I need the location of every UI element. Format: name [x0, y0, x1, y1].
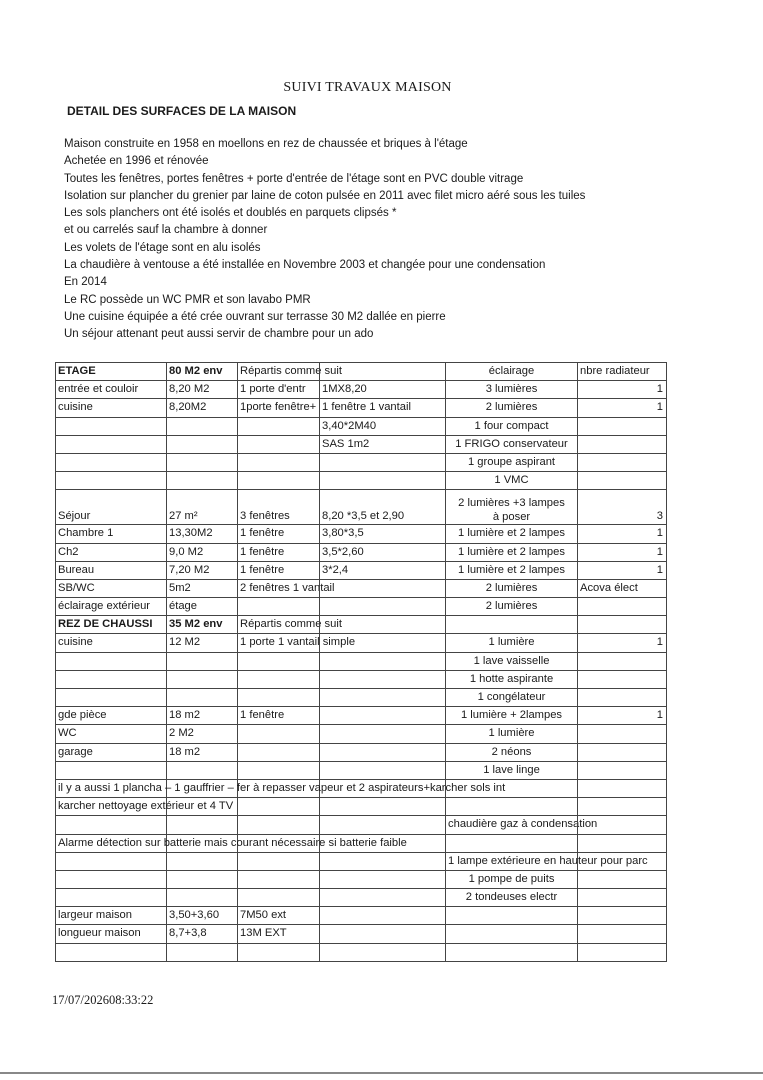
- table-cell: 2 M2: [166, 725, 237, 742]
- table-row: [55, 889, 667, 907]
- table-cell: [237, 871, 319, 888]
- table-cell: éclairage extérieur: [55, 598, 166, 615]
- table-cell: [237, 598, 319, 615]
- table-cell: [577, 436, 667, 453]
- table-cell: [577, 889, 667, 906]
- table-cell: [237, 653, 319, 670]
- table-cell: [319, 653, 445, 670]
- table-cell: 1 fenêtre 1 vantail: [319, 399, 445, 416]
- table-row: [55, 418, 667, 436]
- intro-paragraph: [64, 136, 684, 344]
- intro-line: En 2014: [64, 276, 107, 289]
- table-cell: [237, 454, 319, 471]
- table-cell: [577, 835, 667, 852]
- table-cell: 9,0 M2: [166, 544, 237, 561]
- table-cell: garage: [55, 744, 166, 761]
- table-row: [55, 634, 667, 652]
- table-cell: 1 pompe de puits: [445, 871, 577, 888]
- table-cell: [577, 853, 667, 870]
- table-cell: [319, 816, 445, 833]
- table-cell: Ch2: [55, 544, 166, 561]
- table-cell: 1 lave linge: [445, 762, 577, 779]
- table-cell: [166, 853, 237, 870]
- table-cell: cuisine: [55, 634, 166, 651]
- intro-line: Achetée en 1996 et rénovée: [64, 155, 209, 168]
- table-cell: [55, 816, 166, 833]
- table-cell: 3*2,4: [319, 562, 445, 579]
- intro-line: Maison construite en 1958 en moellons en rez de chaussée et briques à l'étage: [64, 138, 468, 150]
- table-cell: 1: [577, 634, 667, 651]
- table-cell: 13,30M2: [166, 525, 237, 542]
- table-row: [55, 490, 667, 525]
- table-cell: [319, 454, 445, 471]
- table-cell: 1 lumière et 2 lampes: [445, 525, 577, 542]
- table-cell: chaudière gaz à condensation: [445, 816, 577, 833]
- table-cell: [237, 472, 319, 489]
- table-cell: [55, 472, 166, 489]
- table-cell: [166, 944, 237, 961]
- table-cell: Répartis comme suit: [237, 616, 319, 633]
- table-cell: [237, 816, 319, 833]
- table-cell: 27 m²: [166, 490, 237, 524]
- table-cell: [445, 490, 577, 524]
- table-cell: [319, 853, 445, 870]
- table-cell: [237, 944, 319, 961]
- table-cell: 1 congélateur: [445, 689, 577, 706]
- table-cell: [55, 871, 166, 888]
- intro-line: Une cuisine équipée a été crée ouvrant sur terrasse 30 M2 dallée en pierre: [64, 310, 446, 323]
- table-cell: 1 lumière: [445, 634, 577, 651]
- table-cell: [319, 580, 445, 597]
- table-cell: 1 porte 1 vantail simple: [237, 634, 319, 651]
- table-row: [55, 871, 667, 889]
- table-cell: 3,50+3,60: [166, 907, 237, 924]
- section-heading: DETAIL DES SURFACES DE LA MAISON: [67, 104, 297, 118]
- table-cell: [319, 689, 445, 706]
- table-cell: 1 four compact: [445, 418, 577, 435]
- table-cell: [445, 907, 577, 924]
- table-cell: 8,20 *3,5 et 2,90: [319, 490, 445, 524]
- table-cell: [319, 616, 445, 633]
- table-cell: [55, 671, 166, 688]
- table-row: [55, 944, 667, 962]
- table-cell: SB/WC: [55, 580, 166, 597]
- table-row: [55, 853, 667, 871]
- table-cell: [166, 871, 237, 888]
- table-row: [55, 525, 667, 543]
- table-cell: [55, 418, 166, 435]
- table-cell: 7,20 M2: [166, 562, 237, 579]
- table-cell: [319, 707, 445, 724]
- table-cell: 3 fenêtres: [237, 490, 319, 524]
- table-row: [55, 616, 667, 634]
- table-row: [55, 725, 667, 743]
- table-cell: 1 fenêtre: [237, 525, 319, 542]
- table-cell: [319, 671, 445, 688]
- table-cell: [319, 925, 445, 942]
- table-cell: [319, 598, 445, 615]
- table-cell: 1 lumière et 2 lampes: [445, 562, 577, 579]
- table-cell: [319, 907, 445, 924]
- table-cell: [237, 744, 319, 761]
- table-cell: 2 tondeuses electr: [445, 889, 577, 906]
- table-cell: 2 lumières: [445, 580, 577, 597]
- table-row: [55, 653, 667, 671]
- table-cell: 1 lave vaisselle: [445, 653, 577, 670]
- table-cell: [577, 780, 667, 797]
- table-cell: Acova élect: [577, 580, 667, 597]
- table-row: [55, 436, 667, 454]
- table-cell: [445, 925, 577, 942]
- table-cell: [319, 871, 445, 888]
- table-cell: [577, 689, 667, 706]
- table-cell: 18 m2: [166, 707, 237, 724]
- table-note: il y a aussi 1 plancha – 1 gauffrier – fer à repasser vapeur et 2 aspirateurs+karcher sols int: [58, 781, 506, 794]
- table-cell: 35 M2 env: [166, 616, 237, 633]
- table-cell: longueur maison: [55, 925, 166, 942]
- intro-line: Isolation sur plancher du grenier par laine de coton pulsée en 2011 avec filet micro aéré sous les tuiles: [64, 189, 586, 202]
- table-cell: 1: [577, 525, 667, 542]
- table-cell: [55, 853, 166, 870]
- cell-line: 2 lumières +3 lampes: [458, 497, 565, 510]
- table-cell: 8,20 M2: [166, 381, 237, 398]
- table-cell: [319, 798, 445, 815]
- table-cell: Séjour: [55, 490, 166, 524]
- table-cell: éclairage: [445, 363, 577, 380]
- table-row: [55, 399, 667, 417]
- table-cell: étage: [166, 598, 237, 615]
- table-cell: 3,80*3,5: [319, 525, 445, 542]
- table-row: [55, 362, 667, 381]
- print-timestamp: 17/07/202608:33:22: [52, 993, 154, 1007]
- table-cell: [55, 835, 407, 852]
- table-row: [55, 762, 667, 780]
- table-cell: [445, 798, 577, 815]
- table-cell: [577, 744, 667, 761]
- table-cell: 80 M2 env: [166, 363, 237, 380]
- table-cell: 3 lumières: [445, 381, 577, 398]
- table-cell: SAS 1m2: [319, 436, 445, 453]
- table-cell: 1 fenêtre: [237, 544, 319, 561]
- table-cell: [237, 671, 319, 688]
- table-cell: 1 VMC: [445, 472, 577, 489]
- table-cell: [577, 598, 667, 615]
- table-cell: [237, 798, 319, 815]
- table-cell: WC: [55, 725, 166, 742]
- table-cell: [55, 454, 166, 471]
- table-cell: 1 lumière + 2lampes: [445, 707, 577, 724]
- table-cell: [319, 472, 445, 489]
- table-cell: [166, 418, 237, 435]
- table-note: Alarme détection sur batterie mais courant nécessaire si batterie faible: [58, 836, 407, 849]
- table-cell: [166, 454, 237, 471]
- table-cell: 1 porte d'entr: [237, 381, 319, 398]
- table-cell: gde pièce: [55, 707, 166, 724]
- table-cell: [166, 816, 237, 833]
- table-cell: [319, 744, 445, 761]
- table-cell: [237, 418, 319, 435]
- intro-line: La chaudière à ventouse a été installée en Novembre 2003 et changée pour une condensation: [64, 259, 546, 272]
- table-row: [55, 707, 667, 725]
- intro-line: Les volets de l'étage sont en alu isolés: [64, 241, 261, 254]
- table-cell: 1 fenêtre: [237, 707, 319, 724]
- table-cell: 2 néons: [445, 744, 577, 761]
- table-cell: [55, 653, 166, 670]
- table-cell: [166, 653, 237, 670]
- table-cell: 1: [577, 562, 667, 579]
- table-cell: 5m2: [166, 580, 237, 597]
- table-cell: [577, 725, 667, 742]
- table-cell: 1 hotte aspirante: [445, 671, 577, 688]
- table-cell: [166, 762, 237, 779]
- table-cell: 1 FRIGO conservateur: [445, 436, 577, 453]
- table-row: [55, 780, 667, 798]
- table-cell: entrée et couloir: [55, 381, 166, 398]
- table-cell: [319, 634, 445, 651]
- table-cell: [166, 889, 237, 906]
- table-cell: 13M EXT: [237, 925, 319, 942]
- table-cell: 2 lumières: [445, 598, 577, 615]
- surfaces-table: [55, 362, 667, 962]
- table-cell: [577, 454, 667, 471]
- table-row: [55, 598, 667, 616]
- table-cell: 1 lampe extérieure en hauteur pour parc: [445, 853, 577, 870]
- table-cell: [237, 725, 319, 742]
- intro-line: et ou carrelés sauf la chambre à donner: [64, 224, 268, 237]
- table-cell: 3,5*2,60: [319, 544, 445, 561]
- table-cell: [55, 436, 166, 453]
- intro-line: Le RC possède un WC PMR et son lavabo PMR: [64, 293, 311, 306]
- table-cell: [577, 871, 667, 888]
- table-cell: [166, 472, 237, 489]
- table-cell: [237, 762, 319, 779]
- table-cell: [237, 689, 319, 706]
- table-cell: Répartis comme suit: [237, 363, 319, 380]
- table-cell: [577, 907, 667, 924]
- table-cell: [237, 889, 319, 906]
- intro-line: Toutes les fenêtres, portes fenêtres + porte d'entrée de l'étage sont en PVC double vitrage: [64, 172, 524, 185]
- table-cell: 1: [577, 544, 667, 561]
- table-cell: [577, 816, 667, 833]
- table-cell: nbre radiateur: [577, 363, 667, 380]
- table-cell: [55, 944, 166, 961]
- table-row: [55, 580, 667, 598]
- table-cell: 2 fenêtres 1 vantail: [237, 580, 319, 597]
- table-cell: [577, 671, 667, 688]
- table-cell: [55, 798, 234, 815]
- table-cell: [237, 436, 319, 453]
- table-cell: 1 groupe aspirant: [445, 454, 577, 471]
- table-cell: REZ DE CHAUSSI: [55, 616, 166, 633]
- table-cell: [55, 780, 506, 797]
- table-cell: largeur maison: [55, 907, 166, 924]
- table-cell: [55, 689, 166, 706]
- table-row: [55, 671, 667, 689]
- table-cell: 1MX8,20: [319, 381, 445, 398]
- table-cell: [55, 889, 166, 906]
- table-cell: [319, 363, 445, 380]
- table-cell: [445, 616, 577, 633]
- table-row: [55, 816, 667, 834]
- table-cell: 1 fenêtre: [237, 562, 319, 579]
- table-cell: 7M50 ext: [237, 907, 319, 924]
- table-cell: 8,20M2: [166, 399, 237, 416]
- table-cell: 3: [577, 490, 667, 524]
- table-cell: [319, 762, 445, 779]
- table-cell: [237, 853, 319, 870]
- table-cell: 1: [577, 707, 667, 724]
- document-title: SUIVI TRAVAUX MAISON: [283, 80, 452, 95]
- table-row: [55, 835, 667, 853]
- table-row: [55, 744, 667, 762]
- table-row: [55, 454, 667, 472]
- table-row: [55, 925, 667, 943]
- table-cell: 2 lumières: [445, 399, 577, 416]
- table-cell: 1porte fenêtre+: [237, 399, 319, 416]
- table-cell: [319, 725, 445, 742]
- table-cell: [166, 689, 237, 706]
- table-row: [55, 907, 667, 925]
- table-cell: 1 lumière et 2 lampes: [445, 544, 577, 561]
- table-cell: [319, 889, 445, 906]
- table-cell: [319, 944, 445, 961]
- table-cell: [577, 472, 667, 489]
- table-cell: 12 M2: [166, 634, 237, 651]
- table-cell: [577, 616, 667, 633]
- cell-line: à poser: [492, 511, 531, 524]
- table-cell: [577, 653, 667, 670]
- page-edge: [0, 1072, 763, 1074]
- table-row: [55, 472, 667, 490]
- table-cell: [577, 944, 667, 961]
- table-cell: 1 lumière: [445, 725, 577, 742]
- table-cell: [577, 418, 667, 435]
- table-cell: 1: [577, 381, 667, 398]
- table-row: [55, 798, 667, 816]
- table-cell: Chambre 1: [55, 525, 166, 542]
- intro-line: Les sols planchers ont été isolés et doublés en parquets clipsés *: [64, 207, 397, 220]
- table-cell: [166, 436, 237, 453]
- intro-line: Un séjour attenant peut aussi servir de chambre pour un ado: [64, 328, 374, 341]
- table-cell: [166, 671, 237, 688]
- table-cell: ETAGE: [55, 363, 166, 380]
- table-row: [55, 689, 667, 707]
- table-cell: [445, 835, 577, 852]
- table-cell: 1: [577, 399, 667, 416]
- table-cell: 18 m2: [166, 744, 237, 761]
- table-cell: [55, 762, 166, 779]
- table-cell: 8,7+3,8: [166, 925, 237, 942]
- table-cell: [577, 925, 667, 942]
- table-row: [55, 562, 667, 580]
- table-cell: Bureau: [55, 562, 166, 579]
- table-cell: [445, 944, 577, 961]
- table-note: karcher nettoyage extérieur et 4 TV: [58, 800, 234, 813]
- table-row: [55, 544, 667, 562]
- table-cell: [577, 762, 667, 779]
- table-cell: cuisine: [55, 399, 166, 416]
- table-row: [55, 381, 667, 399]
- table-cell: [577, 798, 667, 815]
- table-cell: 3,40*2M40: [319, 418, 445, 435]
